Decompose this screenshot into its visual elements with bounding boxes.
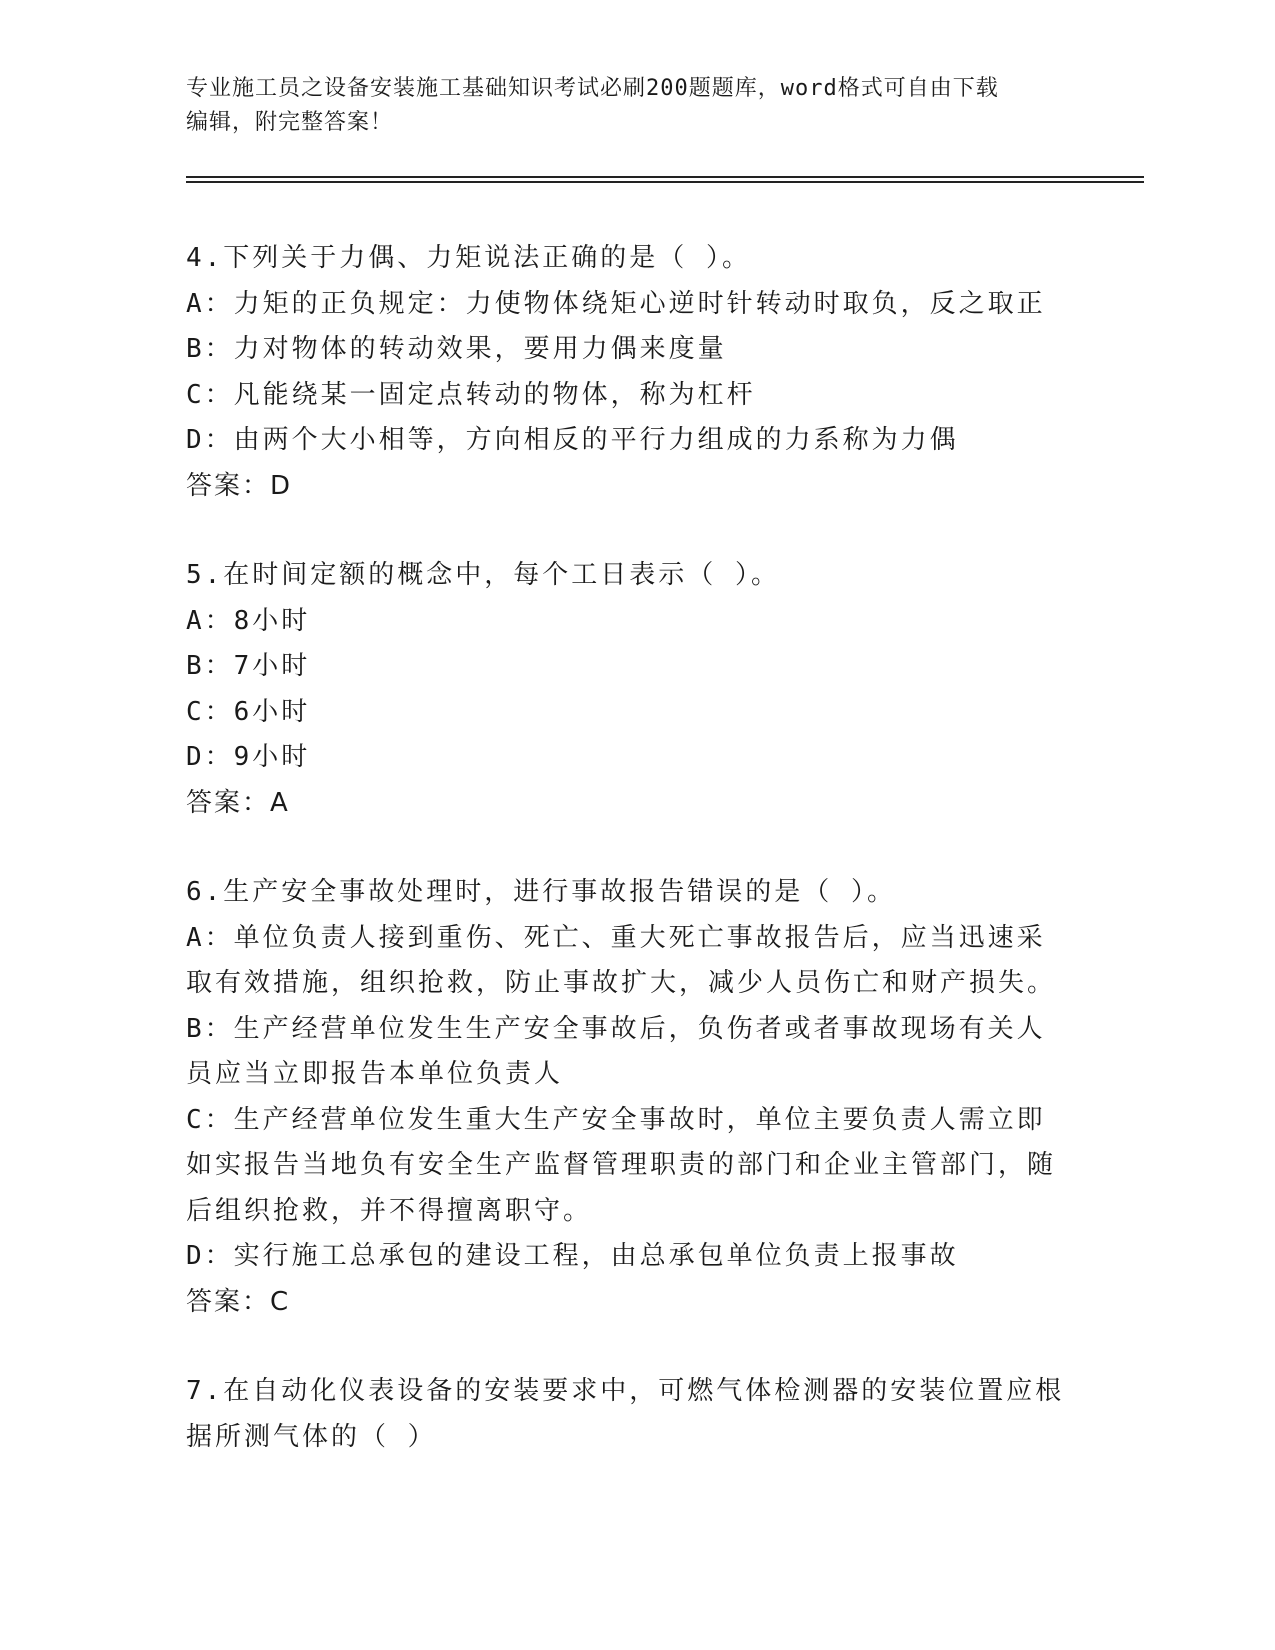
option-a: A：力矩的正负规定：力使物体绕矩心逆时针转动时取负，反之取正 [186,288,1046,319]
option-a: A：单位负责人接到重伤、死亡、重大死亡事故报告后，应当迅速采取有效措施，组织抢救，防止事故扩大，减少人员伤亡和财产损失。 [186,922,1057,998]
question-stem: 4.下列关于力偶、力矩说法正确的是（ ）。 [186,243,751,273]
option-d: D：实行施工总承包的建设工程，由总承包单位负责上报事故 [186,1241,959,1271]
option-d: D：9小时 [186,742,311,772]
option-a: A：8小时 [186,605,311,636]
header-divider-top [186,176,1144,178]
question-stem: 7.在自动化仪表设备的安装要求中，可燃气体检测器的安装位置应根据所测气体的（ ） [186,1376,1065,1452]
option-b: B：力对物体的转动效果，要用力偶来度量 [186,334,727,364]
question-7 [186,1369,1066,1460]
option-b: B：生产经营单位发生生产安全事故后，负伤者或者事故现场有关人员应当立即报告本单位负责人 [186,1013,1046,1089]
header-divider-bottom [186,181,1144,183]
question-stem: 6.生产安全事故处理时，进行事故报告错误的是（ ）。 [186,877,896,907]
answer-label: 答案：C [186,1286,291,1317]
option-b: B：7小时 [186,651,311,681]
option-d: D：由两个大小相等，方向相反的平行力组成的力系称为力偶 [186,425,959,455]
answer-label: 答案：A [186,787,290,818]
document-header [186,72,1066,140]
header-title-line-2: 编辑，附完整答案！ [186,110,394,135]
option-c: C：生产经营单位发生重大生产安全事故时，单位主要负责人需立即如实报告当地负有安全生产监督管理职责的部门和企业主管部门，随后组织抢救，并不得擅离职守。 [186,1104,1057,1226]
question-stem: 5.在时间定额的概念中，每个工日表示（ ）。 [186,560,780,590]
question-6 [186,870,1066,1325]
question-5 [186,553,1066,826]
header-title-line-1: 专业施工员之设备安装施工基础知识考试必刷200题题库，word格式可自由下载 [186,76,999,101]
option-c: C：凡能绕某一固定点转动的物体，称为杠杆 [186,379,756,410]
option-c: C：6小时 [186,696,311,727]
question-4 [186,236,1066,509]
answer-label: 答案：D [186,470,293,501]
question-list [186,236,1066,1504]
